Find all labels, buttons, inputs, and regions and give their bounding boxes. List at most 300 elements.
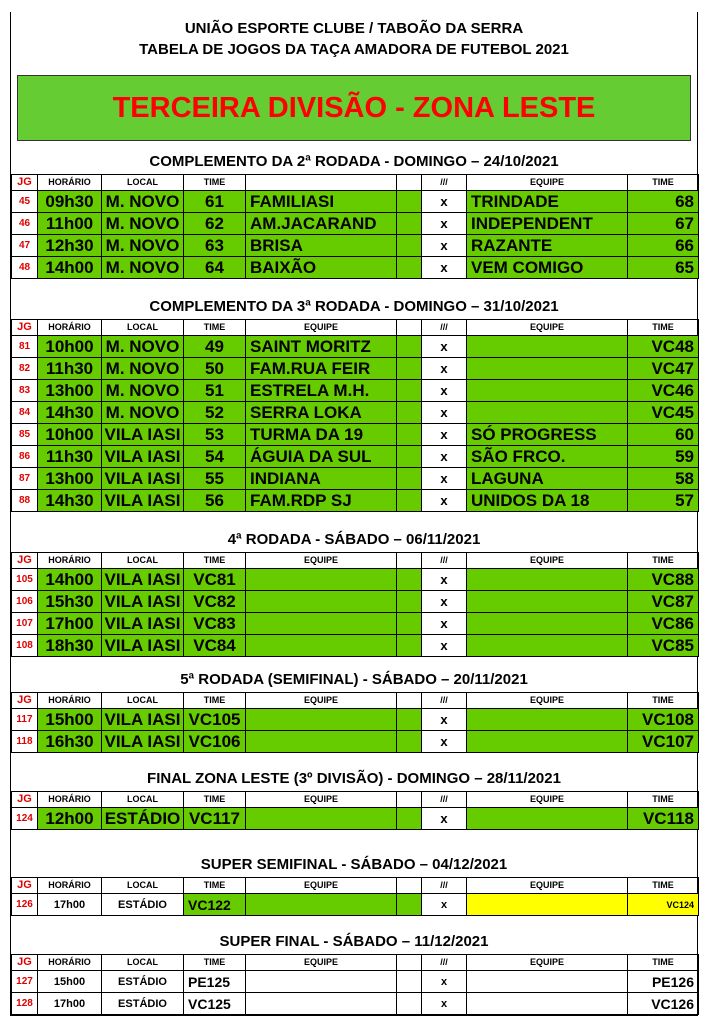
col-local: LOCAL — [102, 553, 184, 569]
game-time: 11h30 — [38, 358, 102, 380]
versus-mark: x — [422, 731, 467, 753]
col-horario: HORÁRIO — [38, 955, 102, 971]
versus-mark: x — [422, 808, 467, 830]
col-jg: JG — [12, 553, 38, 569]
spacer-cell — [397, 213, 422, 235]
col-equipe2: EQUIPE — [467, 175, 628, 191]
col-horario: HORÁRIO — [38, 175, 102, 191]
away-team-name: UNIDOS DA 18 — [467, 490, 628, 512]
home-team-code: 62 — [184, 213, 246, 235]
game-number: 45 — [12, 191, 38, 213]
col-sep: /// — [422, 878, 467, 894]
home-team-code: 55 — [184, 468, 246, 490]
col-sep: /// — [422, 693, 467, 709]
game-number: 48 — [12, 257, 38, 279]
game-venue: M. NOVO — [102, 358, 184, 380]
col-time2: TIME — [628, 320, 699, 336]
game-number: 106 — [12, 591, 38, 613]
game-row — [12, 569, 699, 591]
home-team-code: VC122 — [184, 894, 246, 916]
game-number: 117 — [12, 709, 38, 731]
away-team-name — [467, 894, 628, 916]
away-team-code: VC45 — [628, 402, 699, 424]
home-team-code: VC125 — [184, 993, 246, 1015]
game-venue: M. NOVO — [102, 191, 184, 213]
col-local: LOCAL — [102, 955, 184, 971]
game-time: 12h30 — [38, 235, 102, 257]
game-row — [12, 591, 699, 613]
away-team-name — [467, 591, 628, 613]
game-number: 126 — [12, 894, 38, 916]
away-team-code: VC47 — [628, 358, 699, 380]
game-row — [12, 446, 699, 468]
home-team-code: VC105 — [184, 709, 246, 731]
away-team-name: SÓ PROGRESS — [467, 424, 628, 446]
games-table — [11, 692, 699, 753]
game-time: 15h00 — [38, 709, 102, 731]
versus-mark: x — [422, 613, 467, 635]
game-number: 105 — [12, 569, 38, 591]
home-team-name: ÁGUIA DA SUL — [246, 446, 397, 468]
spacer-cell — [397, 468, 422, 490]
col-time: TIME — [184, 320, 246, 336]
away-team-name: VEM COMIGO — [467, 257, 628, 279]
home-team-code: 63 — [184, 235, 246, 257]
spacer-cell — [397, 424, 422, 446]
game-row — [12, 490, 699, 512]
col-time2: TIME — [628, 553, 699, 569]
round-section — [11, 528, 697, 657]
versus-mark: x — [422, 490, 467, 512]
game-venue: VILA IASI — [102, 569, 184, 591]
home-team-name: TURMA DA 19 — [246, 424, 397, 446]
game-time: 13h00 — [38, 468, 102, 490]
away-team-name — [467, 635, 628, 657]
spacer-cell — [397, 569, 422, 591]
col-equipe2: EQUIPE — [467, 693, 628, 709]
away-team-code: 59 — [628, 446, 699, 468]
game-venue: VILA IASI — [102, 731, 184, 753]
home-team-name: BAIXÃO — [246, 257, 397, 279]
away-team-name: LAGUNA — [467, 468, 628, 490]
away-team-code: 60 — [628, 424, 699, 446]
home-team-name — [246, 993, 397, 1015]
col-spacer — [397, 320, 422, 336]
spacer-cell — [397, 446, 422, 468]
home-team-name: ESTRELA M.H. — [246, 380, 397, 402]
game-venue: VILA IASI — [102, 591, 184, 613]
home-team-code: 51 — [184, 380, 246, 402]
game-time: 14h30 — [38, 402, 102, 424]
game-row — [12, 709, 699, 731]
game-time: 14h00 — [38, 257, 102, 279]
col-time: TIME — [184, 792, 246, 808]
spacer-cell — [397, 731, 422, 753]
spacer-cell — [397, 257, 422, 279]
versus-mark: x — [422, 380, 467, 402]
away-team-name — [467, 380, 628, 402]
away-team-name — [467, 993, 628, 1015]
versus-mark: x — [422, 971, 467, 993]
round-title: SUPER SEMIFINAL - SÁBADO – 04/12/2021 — [200, 856, 508, 873]
home-team-name — [246, 635, 397, 657]
round-title: SUPER FINAL - SÁBADO – 11/12/2021 — [219, 933, 489, 950]
col-sep: /// — [422, 792, 467, 808]
col-time: TIME — [184, 955, 246, 971]
round-section — [11, 930, 697, 1015]
versus-mark: x — [422, 446, 467, 468]
away-team-name — [467, 731, 628, 753]
away-team-code: VC108 — [628, 709, 699, 731]
game-row — [12, 808, 699, 830]
game-time: 18h30 — [38, 635, 102, 657]
game-time: 11h00 — [38, 213, 102, 235]
away-team-code: VC107 — [628, 731, 699, 753]
home-team-code: VC106 — [184, 731, 246, 753]
col-equipe: EQUIPE — [246, 553, 397, 569]
game-venue: ESTÁDIO — [102, 971, 184, 993]
col-horario: HORÁRIO — [38, 553, 102, 569]
game-time: 11h30 — [38, 446, 102, 468]
col-time2: TIME — [628, 693, 699, 709]
col-time: TIME — [184, 175, 246, 191]
spacer-cell — [397, 235, 422, 257]
home-team-name — [246, 709, 397, 731]
home-team-code: 56 — [184, 490, 246, 512]
versus-mark: x — [422, 709, 467, 731]
away-team-code: VC124 — [628, 894, 699, 916]
game-venue: VILA IASI — [102, 709, 184, 731]
away-team-code: 58 — [628, 468, 699, 490]
spacer-cell — [397, 380, 422, 402]
col-jg: JG — [12, 320, 38, 336]
home-team-name: FAM.RDP SJ — [246, 490, 397, 512]
home-team-name: SAINT MORITZ — [246, 336, 397, 358]
spacer-cell — [397, 402, 422, 424]
home-team-code: VC81 — [184, 569, 246, 591]
game-time: 09h30 — [38, 191, 102, 213]
game-venue: VILA IASI — [102, 424, 184, 446]
game-number: 47 — [12, 235, 38, 257]
versus-mark: x — [422, 257, 467, 279]
away-team-name: INDEPENDENT — [467, 213, 628, 235]
game-time: 17h00 — [38, 613, 102, 635]
spacer-cell — [397, 191, 422, 213]
column-header-row — [12, 693, 699, 709]
home-team-name — [246, 894, 397, 916]
col-time: TIME — [184, 878, 246, 894]
game-venue: M. NOVO — [102, 380, 184, 402]
col-local: LOCAL — [102, 175, 184, 191]
game-venue: VILA IASI — [102, 613, 184, 635]
schedule-page — [10, 12, 698, 1016]
games-table — [11, 954, 699, 1015]
versus-mark: x — [422, 358, 467, 380]
game-row — [12, 613, 699, 635]
game-number: 86 — [12, 446, 38, 468]
column-header-row — [12, 320, 699, 336]
games-table — [11, 552, 699, 657]
game-number: 108 — [12, 635, 38, 657]
away-team-code: VC126 — [628, 993, 699, 1015]
home-team-name — [246, 569, 397, 591]
col-time2: TIME — [628, 955, 699, 971]
game-time: 12h00 — [38, 808, 102, 830]
away-team-name — [467, 569, 628, 591]
versus-mark: x — [422, 191, 467, 213]
home-team-name: FAM.RUA FEIR — [246, 358, 397, 380]
home-team-code: VC117 — [184, 808, 246, 830]
game-row — [12, 191, 699, 213]
game-number: 127 — [12, 971, 38, 993]
col-sep: /// — [422, 175, 467, 191]
column-header-row — [12, 553, 699, 569]
versus-mark: x — [422, 235, 467, 257]
game-venue: VILA IASI — [102, 635, 184, 657]
versus-mark: x — [422, 591, 467, 613]
club-title: UNIÃO ESPORTE CLUBE / TABOÃO DA SERRA — [184, 20, 524, 37]
col-time2: TIME — [628, 175, 699, 191]
game-venue: M. NOVO — [102, 336, 184, 358]
col-time: TIME — [184, 553, 246, 569]
column-header-row — [12, 878, 699, 894]
game-number: 88 — [12, 490, 38, 512]
game-number: 85 — [12, 424, 38, 446]
col-equipe: EQUIPE — [246, 693, 397, 709]
game-time: 14h00 — [38, 569, 102, 591]
home-team-name — [246, 808, 397, 830]
game-time: 10h00 — [38, 336, 102, 358]
away-team-code: VC86 — [628, 613, 699, 635]
col-jg: JG — [12, 693, 38, 709]
col-sep: /// — [422, 955, 467, 971]
col-spacer — [397, 553, 422, 569]
col-equipe2: EQUIPE — [467, 878, 628, 894]
col-equipe: EQUIPE — [246, 955, 397, 971]
home-team-code: VC83 — [184, 613, 246, 635]
games-table — [11, 174, 699, 279]
away-team-code: 65 — [628, 257, 699, 279]
game-row — [12, 358, 699, 380]
away-team-code: 66 — [628, 235, 699, 257]
versus-mark: x — [422, 635, 467, 657]
game-time: 16h30 — [38, 731, 102, 753]
spacer-cell — [397, 635, 422, 657]
col-jg: JG — [12, 792, 38, 808]
away-team-code: PE126 — [628, 971, 699, 993]
game-number: 124 — [12, 808, 38, 830]
col-sep: /// — [422, 320, 467, 336]
round-title: COMPLEMENTO DA 3ª RODADA - DOMINGO – 31/10/2021 — [149, 298, 559, 315]
game-row — [12, 731, 699, 753]
game-row — [12, 336, 699, 358]
spacer-cell — [397, 336, 422, 358]
away-team-code: VC85 — [628, 635, 699, 657]
away-team-name — [467, 709, 628, 731]
versus-mark: x — [422, 468, 467, 490]
col-equipe: EQUIPE — [246, 878, 397, 894]
game-number: 118 — [12, 731, 38, 753]
col-equipe2: EQUIPE — [467, 553, 628, 569]
away-team-name — [467, 358, 628, 380]
col-local: LOCAL — [102, 320, 184, 336]
home-team-name: INDIANA — [246, 468, 397, 490]
away-team-name: TRINDADE — [467, 191, 628, 213]
home-team-code: VC84 — [184, 635, 246, 657]
away-team-code: VC46 — [628, 380, 699, 402]
round-section — [11, 150, 697, 279]
game-number: 107 — [12, 613, 38, 635]
game-row — [12, 213, 699, 235]
home-team-name — [246, 613, 397, 635]
away-team-name — [467, 402, 628, 424]
away-team-name: SÃO FRCO. — [467, 446, 628, 468]
col-local: LOCAL — [102, 693, 184, 709]
away-team-name — [467, 808, 628, 830]
game-number: 84 — [12, 402, 38, 424]
game-venue: ESTÁDIO — [102, 894, 184, 916]
spacer-cell — [397, 894, 422, 916]
col-spacer — [397, 955, 422, 971]
round-section — [11, 853, 697, 916]
spacer-cell — [397, 591, 422, 613]
home-team-name: AM.JACARAND — [246, 213, 397, 235]
away-team-name — [467, 613, 628, 635]
game-venue: VILA IASI — [102, 446, 184, 468]
game-number: 81 — [12, 336, 38, 358]
spacer-cell — [397, 490, 422, 512]
away-team-code: VC48 — [628, 336, 699, 358]
game-venue: VILA IASI — [102, 468, 184, 490]
home-team-name — [246, 591, 397, 613]
game-number: 46 — [12, 213, 38, 235]
game-row — [12, 468, 699, 490]
col-spacer — [397, 792, 422, 808]
game-time: 17h00 — [38, 894, 102, 916]
versus-mark: x — [422, 336, 467, 358]
col-local: LOCAL — [102, 878, 184, 894]
home-team-code: 52 — [184, 402, 246, 424]
away-team-code: 57 — [628, 490, 699, 512]
column-header-row — [12, 175, 699, 191]
game-venue: M. NOVO — [102, 235, 184, 257]
table-title: TABELA DE JOGOS DA TAÇA AMADORA DE FUTEBOL 2021 — [139, 41, 569, 58]
game-row — [12, 424, 699, 446]
versus-mark: x — [422, 424, 467, 446]
round-section — [11, 668, 697, 753]
spacer-cell — [397, 709, 422, 731]
column-header-row — [12, 955, 699, 971]
spacer-cell — [397, 358, 422, 380]
round-section — [11, 295, 697, 512]
versus-mark: x — [422, 993, 467, 1015]
game-venue: M. NOVO — [102, 402, 184, 424]
col-spacer — [397, 878, 422, 894]
home-team-name — [246, 731, 397, 753]
col-time2: TIME — [628, 878, 699, 894]
col-horario: HORÁRIO — [38, 320, 102, 336]
game-time: 15h30 — [38, 591, 102, 613]
home-team-code: VC82 — [184, 591, 246, 613]
col-jg: JG — [12, 175, 38, 191]
home-team-name: FAMILIASI — [246, 191, 397, 213]
col-spacer — [397, 175, 422, 191]
game-row — [12, 235, 699, 257]
home-team-code: 54 — [184, 446, 246, 468]
game-time: 15h00 — [38, 971, 102, 993]
game-time: 13h00 — [38, 380, 102, 402]
game-number: 128 — [12, 993, 38, 1015]
home-team-code: 49 — [184, 336, 246, 358]
spacer-cell — [397, 993, 422, 1015]
col-horario: HORÁRIO — [38, 693, 102, 709]
away-team-code: 68 — [628, 191, 699, 213]
col-sep: /// — [422, 553, 467, 569]
round-title: 5ª RODADA (SEMIFINAL) - SÁBADO – 20/11/2021 — [180, 671, 528, 688]
away-team-code: 67 — [628, 213, 699, 235]
away-team-code: VC118 — [628, 808, 699, 830]
game-time: 10h00 — [38, 424, 102, 446]
col-equipe2: EQUIPE — [467, 955, 628, 971]
spacer-cell — [397, 971, 422, 993]
game-row — [12, 380, 699, 402]
game-row — [12, 993, 699, 1015]
col-horario: HORÁRIO — [38, 792, 102, 808]
games-table — [11, 877, 699, 916]
versus-mark: x — [422, 894, 467, 916]
game-venue: M. NOVO — [102, 213, 184, 235]
round-title: FINAL ZONA LESTE (3º DIVISÃO) - DOMINGO – 28/11/2021 — [147, 770, 561, 787]
away-team-code: VC87 — [628, 591, 699, 613]
game-row — [12, 894, 699, 916]
home-team-code: 64 — [184, 257, 246, 279]
game-venue: ESTÁDIO — [102, 808, 184, 830]
game-row — [12, 635, 699, 657]
col-local: LOCAL — [102, 792, 184, 808]
versus-mark: x — [422, 213, 467, 235]
game-time: 14h30 — [38, 490, 102, 512]
col-equipe2: EQUIPE — [467, 792, 628, 808]
col-jg: JG — [12, 878, 38, 894]
game-number: 83 — [12, 380, 38, 402]
division-banner: TERCEIRA DIVISÃO - ZONA LESTE — [17, 75, 691, 141]
round-section — [11, 767, 697, 830]
home-team-name: SERRA LOKA — [246, 402, 397, 424]
game-number: 87 — [12, 468, 38, 490]
games-table — [11, 319, 699, 512]
home-team-code: 53 — [184, 424, 246, 446]
col-equipe — [246, 175, 397, 191]
away-team-name — [467, 971, 628, 993]
game-row — [12, 257, 699, 279]
game-time: 17h00 — [38, 993, 102, 1015]
home-team-name: BRISA — [246, 235, 397, 257]
col-time2: TIME — [628, 792, 699, 808]
game-venue: M. NOVO — [102, 257, 184, 279]
spacer-cell — [397, 808, 422, 830]
column-header-row — [12, 792, 699, 808]
game-row — [12, 402, 699, 424]
home-team-code: 61 — [184, 191, 246, 213]
col-equipe2: EQUIPE — [467, 320, 628, 336]
home-team-code: PE125 — [184, 971, 246, 993]
versus-mark: x — [422, 569, 467, 591]
game-number: 82 — [12, 358, 38, 380]
col-time: TIME — [184, 693, 246, 709]
away-team-code: VC88 — [628, 569, 699, 591]
col-horario: HORÁRIO — [38, 878, 102, 894]
game-venue: ESTÁDIO — [102, 993, 184, 1015]
